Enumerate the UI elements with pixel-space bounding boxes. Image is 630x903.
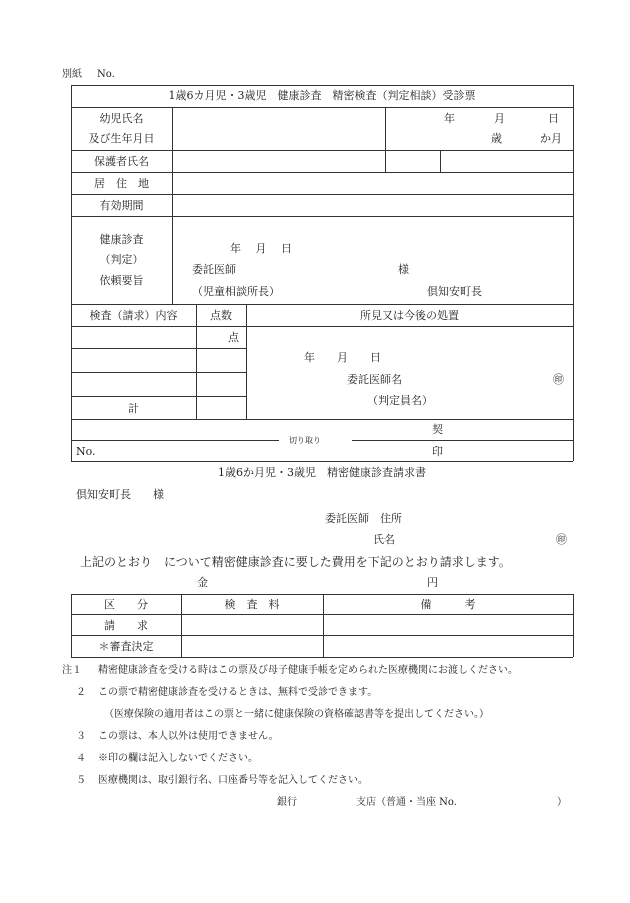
request-mayor-label: 倶知安町長 <box>427 285 482 298</box>
age-years-label: 歳 <box>491 132 502 145</box>
cut-line-left <box>71 440 279 441</box>
note-3-text: この票は、本人以外は使用できません。 <box>98 731 279 742</box>
request-doctor-label: 委託医師 <box>192 263 236 276</box>
claim-statement: 上記のとおり について精密健康診査に要した費用を下記のとおり請求します。 <box>80 555 511 569</box>
bank-close-paren: ） <box>557 797 567 808</box>
claim-doctor-address-label: 委託医師 住所 <box>325 512 402 525</box>
claim-doctor-name-label: 氏名 <box>373 533 395 546</box>
cut-line-label: 切り取り <box>289 436 321 445</box>
request-label-line1: 健康診査 <box>99 233 144 246</box>
note-5-text: 医療機関は、取引銀行名、口座番号等を記入してください。 <box>98 775 368 786</box>
note-2-subtext: （医療保険の適用者はこの票と一緒に健康保険の資格確認書等を提出してください。） <box>104 709 489 720</box>
contract-mark: 契 <box>432 423 443 436</box>
claim-col-kubun: 区 分 <box>104 598 148 611</box>
note-2-number: ２ <box>76 687 86 698</box>
form-title: 1歳6カ月児・3歳児 健康診査 精密検査（判定相談）受診票 <box>168 89 476 102</box>
guardian-name-label: 保護者氏名 <box>94 155 149 168</box>
age-months-label: か月 <box>540 132 562 145</box>
request-child-center-label: （児童相談所長） <box>192 285 280 298</box>
claim-title: 1歳6か月児・3歳児 精密健康診査請求書 <box>218 466 426 479</box>
claim-recipient: 倶知安町長 様 <box>76 488 164 501</box>
findings-judge-label: （判定員名） <box>367 394 433 407</box>
note-3-number: ３ <box>76 731 86 742</box>
birth-month-label: 月 <box>494 112 505 125</box>
claim-row-audit: ＊審査決定 <box>98 640 154 653</box>
points-unit: 点 <box>228 331 239 344</box>
total-label: 計 <box>128 402 139 415</box>
note-1-text: 精密健康診査を受ける時はこの票及び母子健康手帳を定められた医療機関にお渡しください。 <box>98 665 518 676</box>
claim-col-fee: 検 査 料 <box>224 598 280 611</box>
appendix-label: 別紙 <box>62 69 82 80</box>
validity-label: 有効期間 <box>99 199 144 212</box>
findings-seal-mark: ㊞ <box>553 373 564 386</box>
bank-label: 銀行 <box>277 797 297 808</box>
request-honorific: 様 <box>398 263 409 276</box>
branch-account-label: 支店（普通・当座 No. <box>356 797 457 808</box>
claim-seal-mark: ㊞ <box>556 533 567 546</box>
findings-header: 所見又は今後の処置 <box>360 309 459 322</box>
note-5-number: ５ <box>76 775 86 786</box>
claim-amount-label: 金 <box>197 576 208 589</box>
birth-day-label: 日 <box>548 112 559 125</box>
request-label-line2: （判定） <box>99 253 144 266</box>
cut-number-label: No. <box>76 445 96 458</box>
claim-col-note: 備 考 <box>420 598 476 611</box>
claim-yen-label: 円 <box>427 576 438 589</box>
exam-content-header: 検査（請求）内容 <box>89 309 178 322</box>
note-1-number: 注１ <box>62 665 82 676</box>
note-4-text: ※印の欄は記入しないでください。 <box>98 753 258 764</box>
note-4-number: ４ <box>76 753 86 764</box>
address-label: 居 住 地 <box>94 177 149 190</box>
points-header: 点数 <box>210 309 232 322</box>
cut-seal-label: 印 <box>432 445 443 458</box>
claim-row-request: 請 求 <box>104 619 148 632</box>
request-label-line3: 依頼要旨 <box>99 274 144 287</box>
findings-date: 年 月 日 <box>304 351 381 364</box>
findings-doctor-label: 委託医師名 <box>347 373 402 386</box>
cut-line-right <box>352 440 573 441</box>
child-name-label: 幼児氏名 <box>99 112 144 125</box>
request-date: 年 月 日 <box>230 242 292 255</box>
birth-year-label: 年 <box>444 112 455 125</box>
header-number-label: No. <box>97 69 115 80</box>
birth-date-label: 及び生年月日 <box>88 132 155 145</box>
note-2-text: この票で精密健康診査を受けるときは、無料で受診できます。 <box>98 687 378 698</box>
